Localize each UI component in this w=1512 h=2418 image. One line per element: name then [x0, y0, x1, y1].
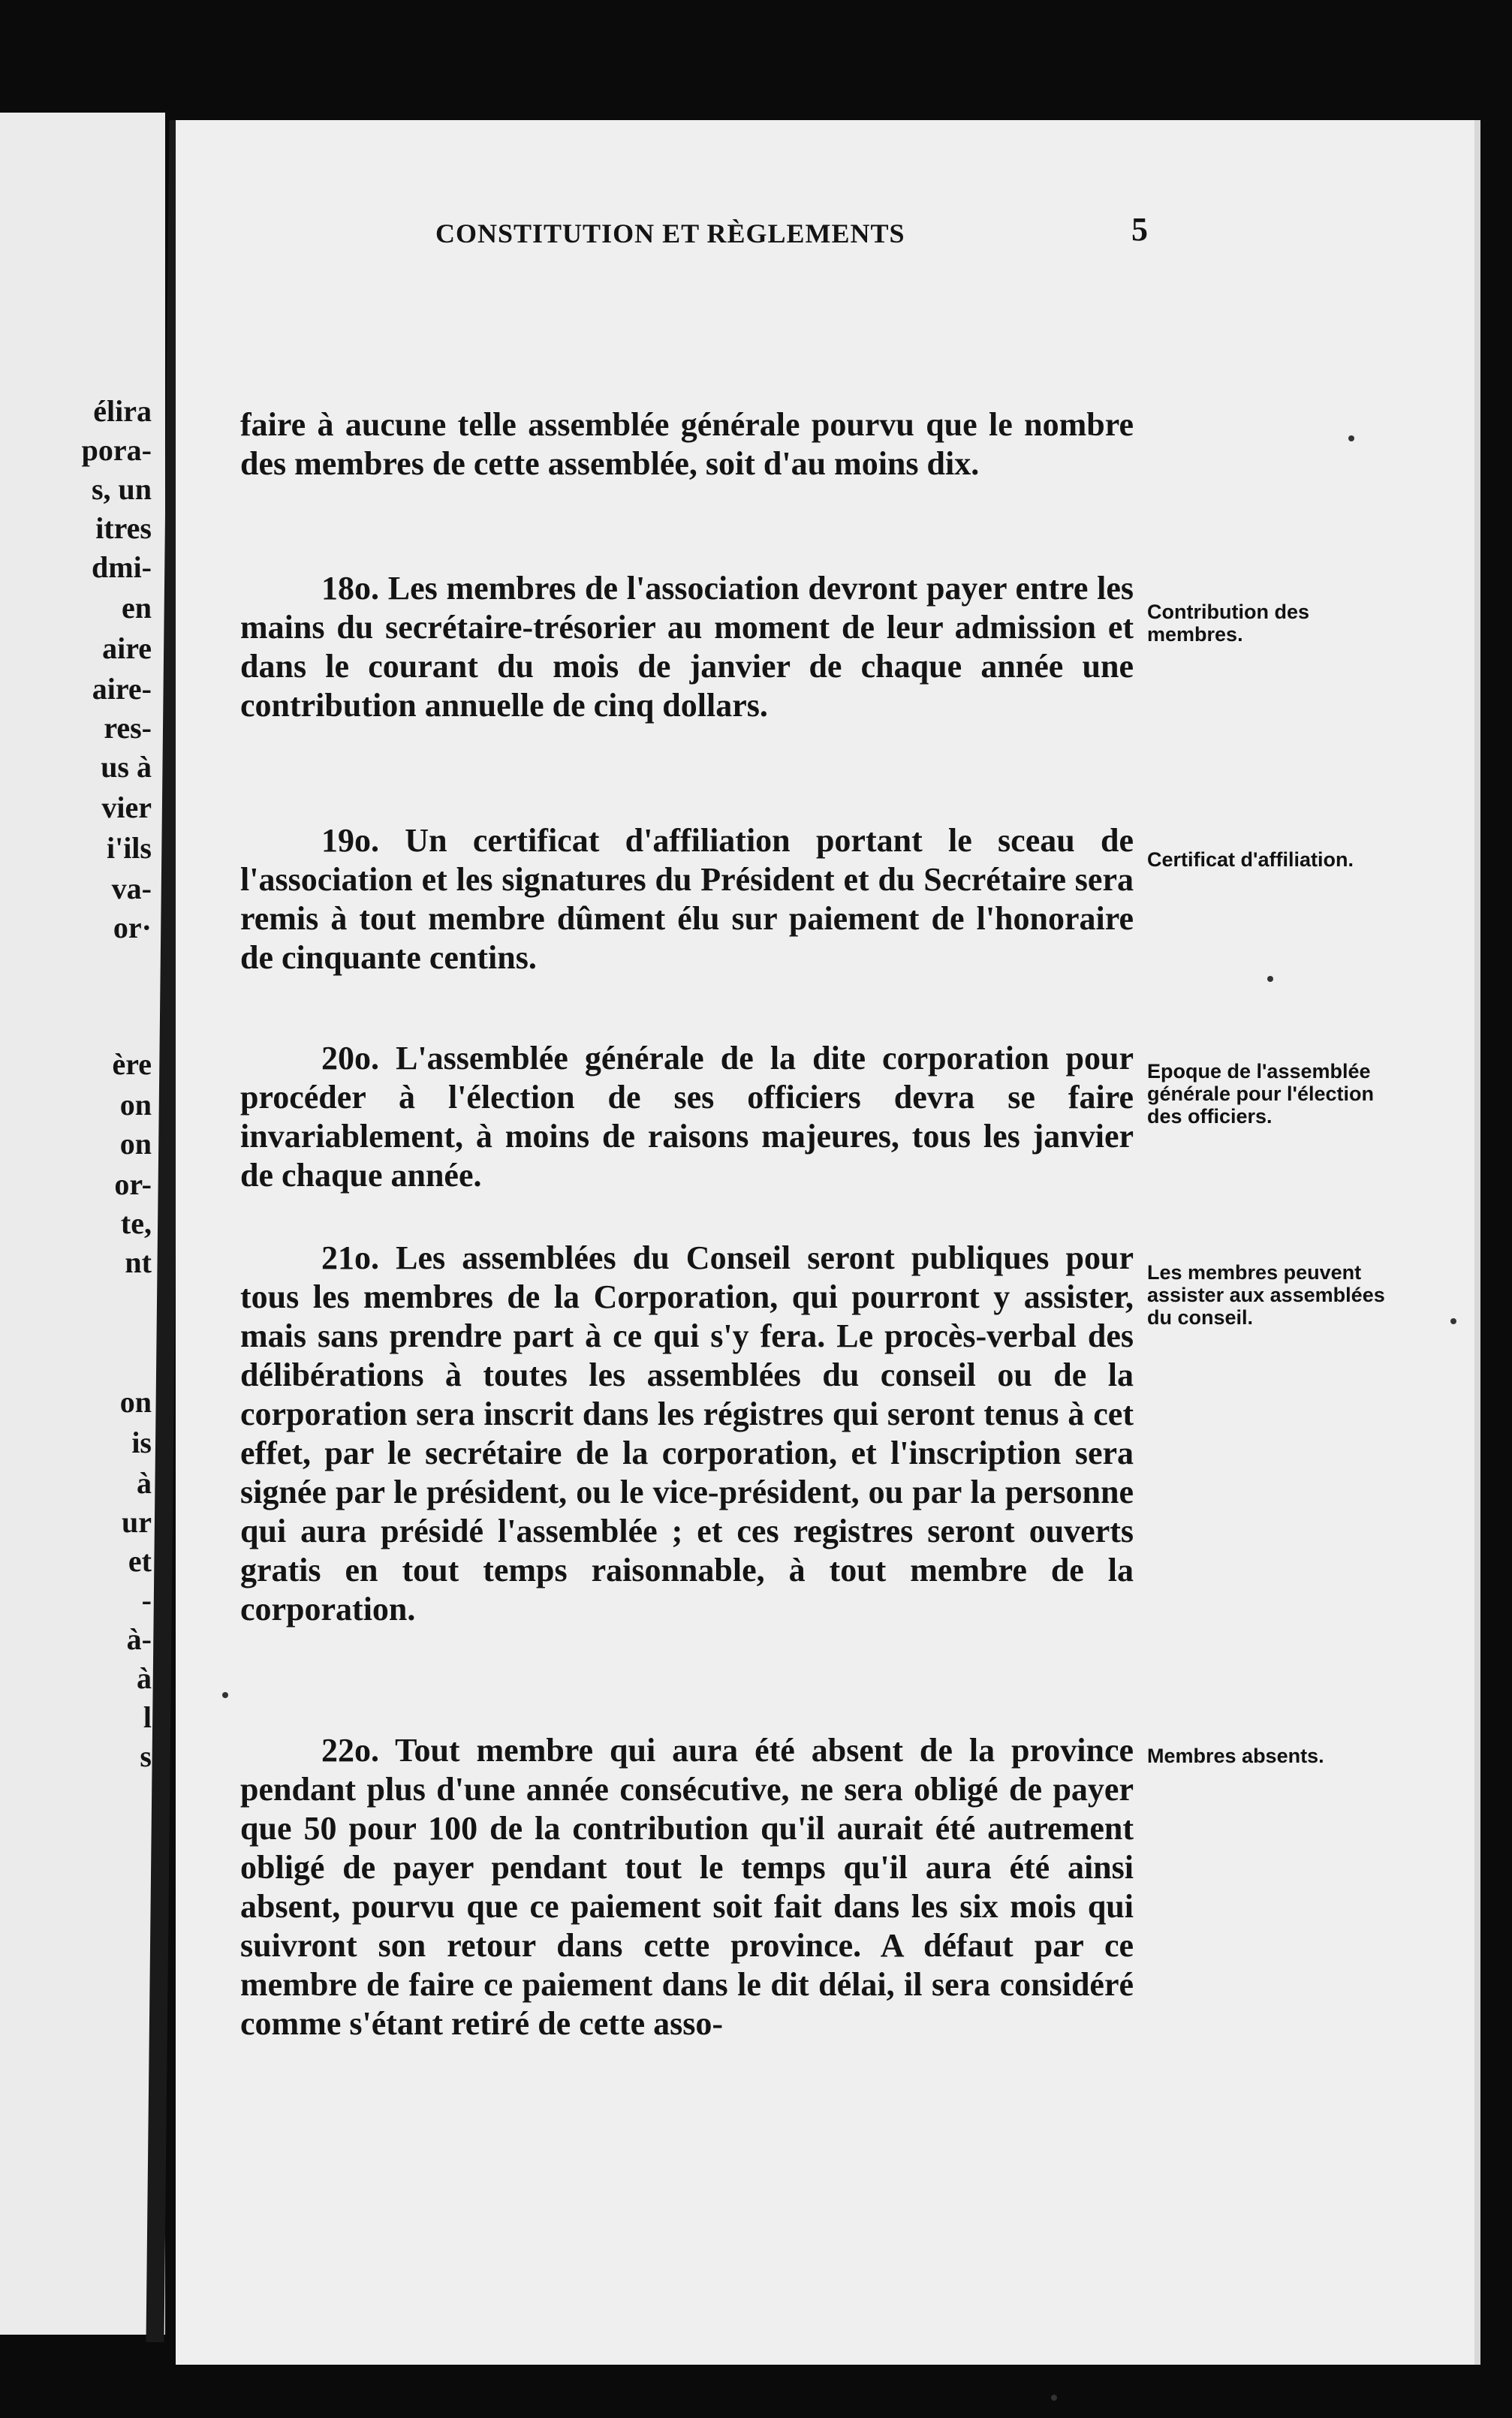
page-number: 5 — [1131, 211, 1149, 248]
left-fragment-text: us à — [101, 750, 152, 784]
left-fragment-text: vier — [101, 790, 152, 824]
left-fragment-text: l — [143, 1700, 152, 1734]
paragraph-article-18: 18o. Les membres de l'association devront payer entre les mains du secrétaire-trésorier au moment de leur admission et dans le courant du mois de janvier de chaque année une contribution annuelle de cinq dollars. — [240, 570, 1134, 724]
left-fragment-text: ur — [122, 1505, 152, 1539]
left-fragment-text: or· — [113, 911, 152, 944]
paragraph-article-22: 22o. Tout membre qui aura été absent de la province pendant plus d'une année consécutive, ne sera obligé de payer que 50 pour 100 de la contribution qu'il aurait été autrement obligé de payer pendant tout le temps qu'il aura été ainsi absent, pourvu que ce paiement soit fait dans les six mois qui suivront son retour dans cette province. A défaut par ce membre de faire ce paiement dans le dit délai, il sera considéré comme s'étant retiré de cette asso- — [240, 1732, 1134, 2042]
left-fragment-text: à- — [126, 1622, 152, 1656]
paragraph-article-19: 19o. Un certificat d'affiliation portant le sceau de l'association et les signatures du Président et du Secrétaire sera remis à tout membre dûment élu sur paiement de l'honoraire de cinquante centins. — [240, 822, 1134, 976]
left-fragment-text: nt — [125, 1245, 152, 1279]
marginal-note-membres-conseil: Les membres peuvent assister aux assemblées du conseil. — [1147, 1261, 1385, 1329]
marginal-note-epoque: Epoque de l'assemblée générale pour l'élection des officiers. — [1147, 1060, 1374, 1128]
left-fragment-text: s, un — [91, 472, 152, 506]
left-fragment-text: à — [137, 1466, 152, 1500]
left-fragment-text: s — [140, 1739, 152, 1773]
left-fragment-text: or- — [114, 1167, 152, 1201]
left-fragment-text: is — [131, 1426, 152, 1459]
scan-speck — [1348, 435, 1354, 441]
paragraph-article-20: 20o. L'assemblée générale de la dite corporation pour procéder à l'élection de ses officiers devra se faire invariablement, à moins de raisons majeures, tous les janvier de chaque année. — [240, 1040, 1134, 1194]
left-fragment-text: ère — [112, 1047, 152, 1081]
scan-speck — [1267, 976, 1273, 982]
left-fragment-text: en — [122, 591, 152, 625]
left-fragment-text: aire- — [92, 672, 152, 706]
left-fragment-text: te, — [120, 1206, 152, 1240]
scan-speck — [222, 1692, 228, 1698]
left-fragment-text: i'ils — [106, 831, 152, 865]
running-title: CONSTITUTION ET RÈGLEMENTS — [435, 218, 905, 248]
scan-speck — [1450, 1318, 1456, 1324]
left-fragment-text: on — [119, 1127, 152, 1161]
left-fragment-text: itres — [95, 511, 152, 545]
marginal-note-contribution: Contribution des membres. — [1147, 601, 1309, 646]
paragraph-continuation: faire à aucune telle assemblée générale pourvu que le nombre des membres de cette assemblée, soit d'au moins dix. — [240, 406, 1134, 482]
left-fragment-text: aire — [102, 631, 152, 665]
marginal-note-membres-absents: Membres absents. — [1147, 1745, 1324, 1767]
left-page-fragment — [0, 113, 165, 2335]
left-fragment-text: dmi- — [92, 550, 152, 584]
left-fragment-text: pora- — [81, 433, 152, 467]
left-fragment-text: à — [137, 1661, 152, 1695]
scan-speck — [1051, 2395, 1057, 2401]
left-fragment-text: on — [119, 1088, 152, 1122]
page-header — [255, 210, 1149, 255]
left-fragment-text: élira — [93, 394, 152, 428]
marginal-note-certificat: Certificat d'affiliation. — [1147, 848, 1354, 871]
left-fragment-text: res- — [104, 711, 152, 745]
left-fragment-text: on — [119, 1385, 152, 1419]
left-fragment-text: va- — [111, 872, 152, 905]
left-fragment-text: - — [141, 1583, 152, 1617]
left-fragment-text: et — [128, 1544, 152, 1578]
paragraph-article-21: 21o. Les assemblées du Conseil seront publiques pour tous les membres de la Corporation, qui pourront y assister, mais sans prendre part à ce qui s'y fera. Le procès-verbal des délibérations à toutes les assemblées du conseil ou de la corporation sera inscrit dans les régistres qui seront tenus à cet effet, par le secrétaire de la corporation, et l'inscription sera signée par le président, ou le vice-président, ou par la personne qui aura présidé l'assemblée ; et ces registres seront ouverts gratis en tout temps raisonnable, à tout membre de la corporation. — [240, 1239, 1134, 1628]
